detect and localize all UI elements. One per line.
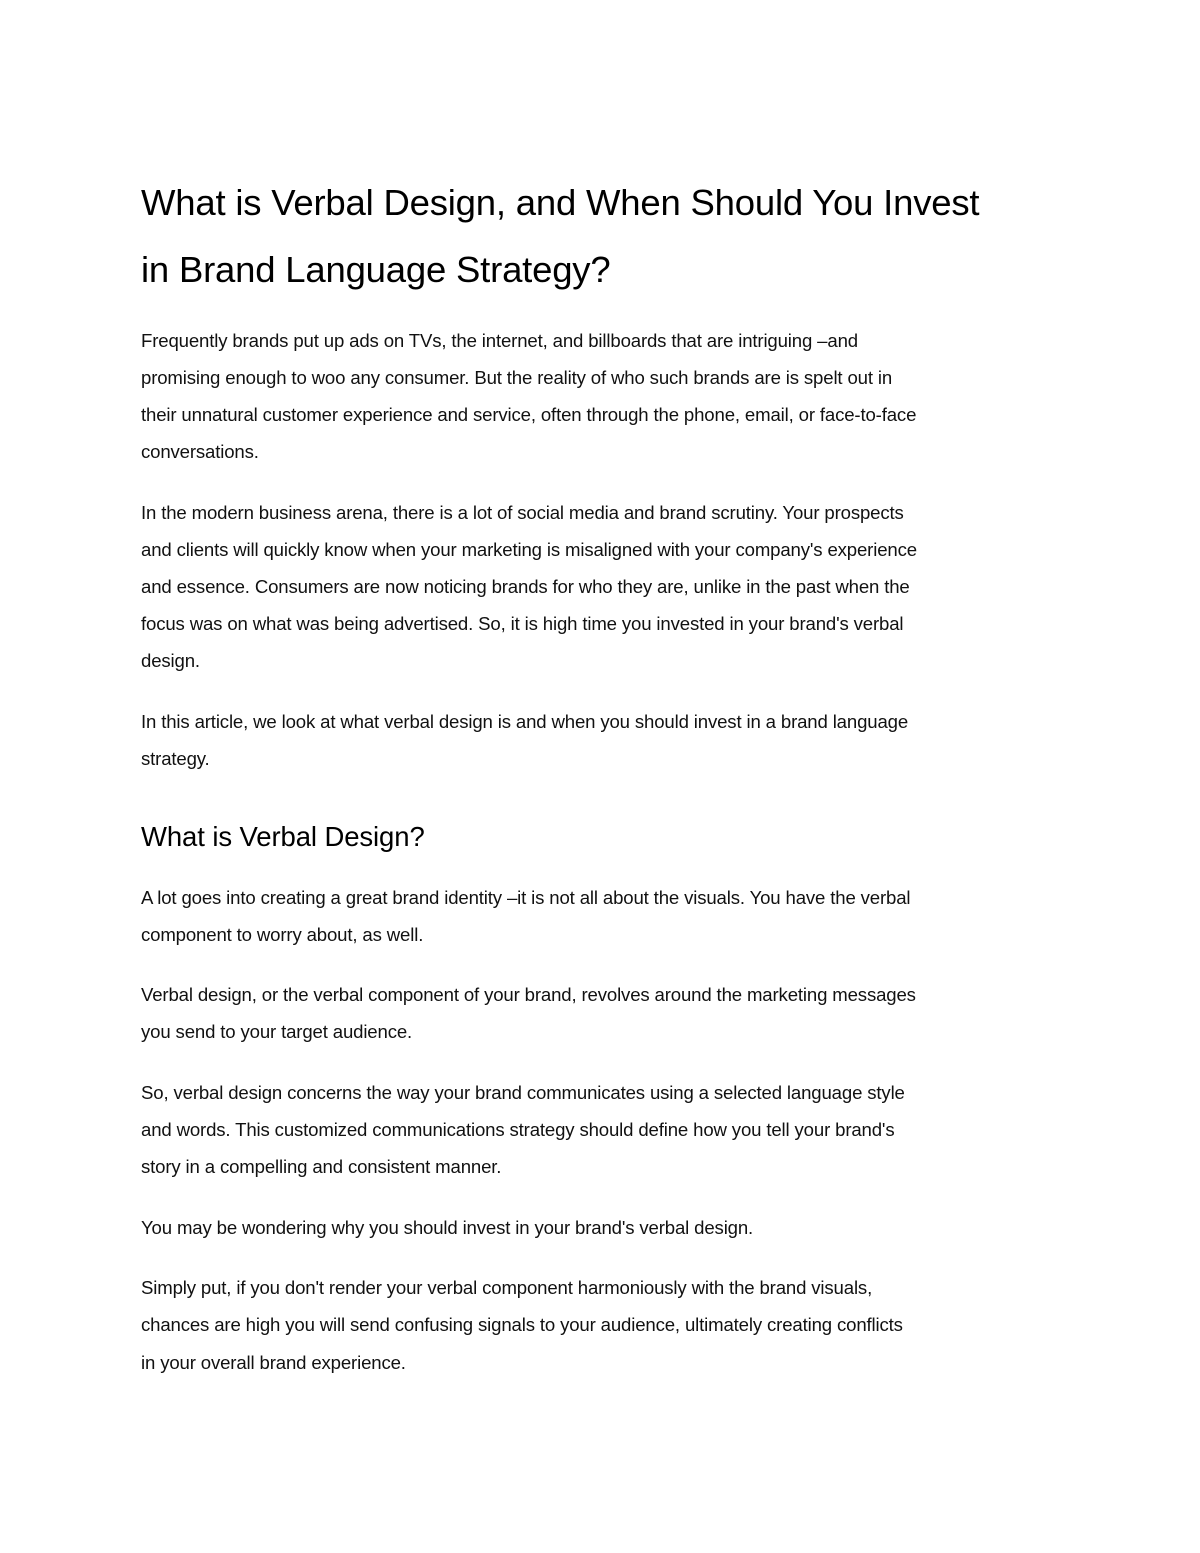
paragraph-line: conversations.: [141, 441, 259, 462]
paragraph-line: A lot goes into creating a great brand identity –it is not all about the visuals. You have the verbal: [141, 887, 911, 908]
paragraph-line: you send to your target audience.: [141, 1021, 413, 1042]
paragraph-line: and clients will quickly know when your marketing is misaligned with your company's experience: [141, 539, 917, 560]
paragraph-line: Simply put, if you don't render your verbal component harmoniously with the brand visuals,: [141, 1277, 873, 1298]
paragraph-line: promising enough to woo any consumer. But the reality of who such brands are is spelt out in: [141, 367, 893, 388]
paragraph-line: Frequently brands put up ads on TVs, the internet, and billboards that are intriguing –and: [141, 330, 858, 351]
title-line: What is Verbal Design, and When Should You Invest: [141, 182, 980, 223]
paragraph-line: So, verbal design concerns the way your brand communicates using a selected language style: [141, 1082, 905, 1103]
title-line: in Brand Language Strategy?: [141, 249, 611, 290]
paragraph-line: design.: [141, 650, 200, 671]
paragraph-line: and words. This customized communications strategy should define how you tell your brand's: [141, 1119, 895, 1140]
section-heading: What is Verbal Design?: [141, 821, 425, 852]
paragraph-line: focus was on what was being advertised. So, it is high time you invested in your brand's verbal: [141, 613, 904, 634]
paragraph-line: strategy.: [141, 748, 210, 769]
paragraph-line: In the modern business arena, there is a lot of social media and brand scrutiny. Your prospects: [141, 502, 904, 523]
paragraph-line: In this article, we look at what verbal design is and when you should invest in a brand language: [141, 711, 909, 732]
paragraph-line: and essence. Consumers are now noticing brands for who they are, unlike in the past when the: [141, 576, 910, 597]
paragraph-line: component to worry about, as well.: [141, 924, 424, 945]
paragraph-line: their unnatural customer experience and service, often through the phone, email, or face-to-face: [141, 404, 917, 425]
paragraph-line: Verbal design, or the verbal component of your brand, revolves around the marketing messages: [141, 984, 916, 1005]
paragraph-line: in your overall brand experience.: [141, 1352, 406, 1373]
paragraph-line: story in a compelling and consistent manner.: [141, 1156, 502, 1177]
paragraph-line: chances are high you will send confusing signals to your audience, ultimately creating conflicts: [141, 1314, 903, 1335]
paragraph-line: You may be wondering why you should invest in your brand's verbal design.: [141, 1217, 754, 1238]
